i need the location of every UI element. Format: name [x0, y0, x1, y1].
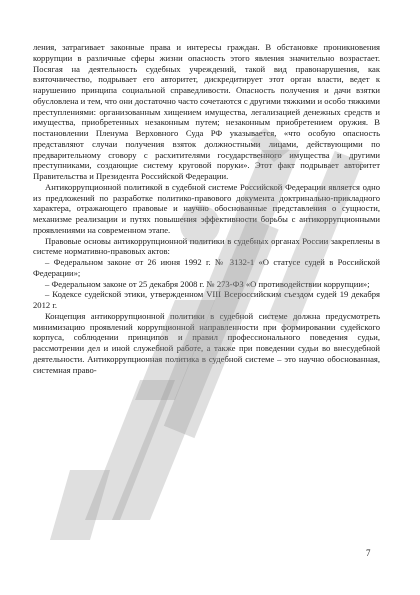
paragraph-3: Правовые основы антикоррупционной политики в судебных органах России закреплены в системе нормативно-правовых актов:	[33, 235, 380, 257]
paragraph-2: Антикоррупционной политикой в судебной системе Российской Федерации является одно из предложений по разработке политико-правового документа доктринально-прикладного характера, отражающего правовые и научно обоснованные представления о сущности, механизме реализации и путях повышения эффективности борьбы с антикоррупционными проявлениями на современном этапе.	[33, 181, 380, 235]
list-item-code: – Кодексе судейской этики, утвержденном VIII Всероссийским съездом судей 19 декабря 2012 г.	[33, 289, 380, 310]
body-text	[33, 42, 380, 375]
list-item-law-1: – Федеральном законе от 26 июня 1992 г. № 3132-1 «О статусе судей в Российской Федерации»;	[33, 257, 380, 278]
paragraph-1: ления, затрагивает законные права и интересы граждан. В обстановке проникновения коррупции в различные сферы жизни опасность этого явления значительно возрастает. Посягая на деятельность судебных учреждений, такой вид правонарушения, как взяточничество, подрывает его авторитет, дискредитирует этот орган власти, ведет к нарушению принципа социальной справедливости. Опасность получения и дачи взятки обусловлена и тем, что они достаточно часто сочетаются с другими тяжкими и особо тяжкими преступлениями: организованным хищением имущества, легализацией денежных средств и имущества, приобретенных незаконным путем; незаконным приобретением оружия. В постановлении Пленума Верховного Суда РФ указывается, «что особую опасность представляют случаи получения взяток должностными лицами, действующими по предварительному сговору с расхитителями государственного имущества и другими преступниками, создающие систему круговой поруки». Этот факт подрывает авторитет Правительства и Президента Российской Федерации.	[33, 42, 380, 181]
paragraph-concept: Концепция антикоррупционной политики в судебной системе должна предусмотреть минимизацию проявлений коррупционной направленности при формировании судейского корпуса, соблюдении принципов и правил профессионального поведения судьи, рассмотрении дел и иной служебной работе, а также при поведении судьи во внесудебной деятельности. Антикоррупционная политика в судебной системе – это научно обоснованная, системная право-	[33, 310, 380, 375]
page-number: 7	[366, 548, 371, 558]
list-item-law-2: – Федеральном законе от 25 декабря 2008 г. № 273-ФЗ «О противодействии коррупции»;	[45, 278, 370, 289]
